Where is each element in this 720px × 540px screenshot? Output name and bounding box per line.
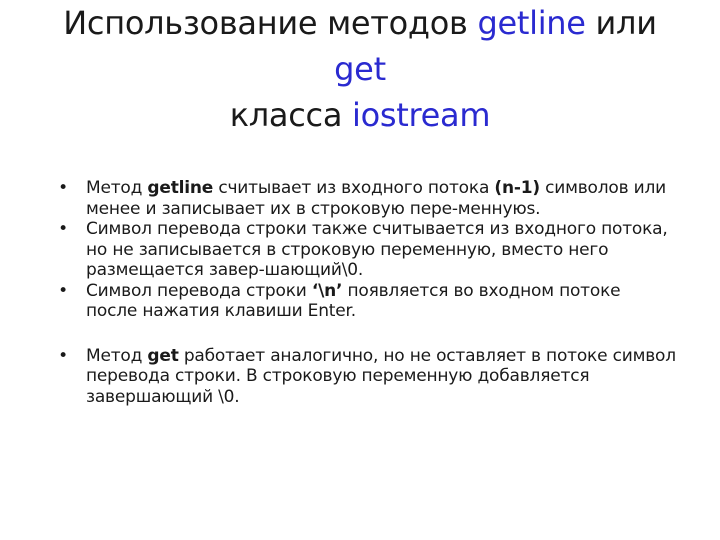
bullet-text: появляется во входном потоке после нажатия клавиши Enter.: [86, 280, 621, 321]
bullet-marker: •: [58, 219, 68, 239]
title-keyword-iostream: iostream: [352, 96, 491, 134]
bullet-marker: •: [58, 345, 68, 366]
bullet-text: Метод: [86, 345, 148, 366]
bullet-keyword: get: [147, 345, 179, 366]
bullet-text: символов или менее и записывает их в строковую пере-меннуюs.: [86, 178, 667, 219]
bullet-item: [56, 219, 676, 281]
title-keyword-getline: getline: [477, 4, 586, 42]
bullet-text: считывает из входного потока: [213, 178, 495, 198]
title-line-3: [20, 92, 700, 138]
bullet-text: Символ перевода строки также считывается из входного потока, но не записывается в строковую переменную, вместо него размещается завер-шающий\0.: [86, 219, 668, 280]
title-text: Использование методов: [63, 4, 478, 42]
bullet-keyword: (n-1): [494, 178, 540, 198]
bullet-item: [56, 178, 676, 219]
title-line-2: [20, 46, 700, 92]
bullet-keyword: ‘\n’: [311, 280, 343, 301]
title-text: или: [585, 4, 657, 42]
bullet-item: [56, 281, 676, 322]
slide-title: [20, 0, 700, 138]
bullet-marker: •: [58, 178, 68, 198]
bullet-item: [56, 346, 676, 408]
title-keyword-get: get: [334, 50, 386, 88]
bullet-text: Символ перевода строки: [86, 280, 312, 301]
bullet-keyword: getline: [147, 178, 214, 198]
title-line-1: [20, 0, 700, 46]
bullet-text: Метод: [86, 178, 148, 198]
bullet-list: [56, 178, 676, 407]
title-text: класса: [229, 96, 353, 134]
bullet-marker: •: [58, 280, 68, 301]
bullet-text: работает аналогично, но не оставляет в потоке символ перевода строки. В строковую переменную добавляется завершающий \0.: [86, 345, 676, 407]
